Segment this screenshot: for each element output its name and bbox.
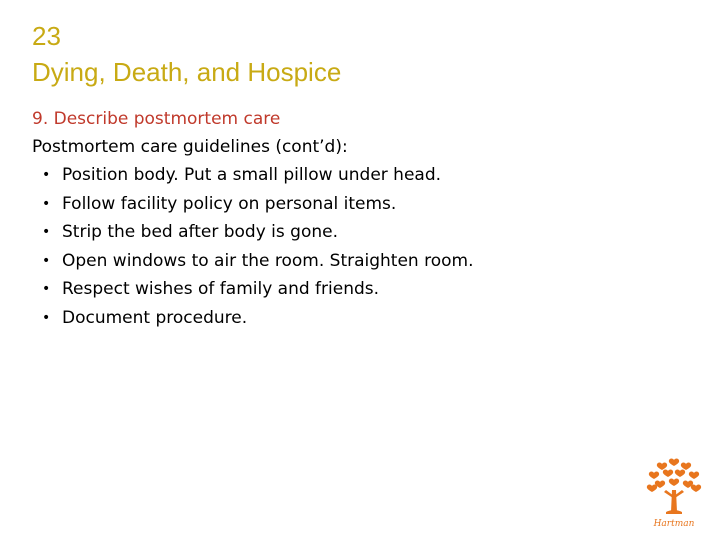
intro-text: Postmortem care guidelines (cont’d):	[32, 137, 348, 157]
bullet-item	[32, 218, 692, 247]
bullet-icon: •	[42, 309, 51, 326]
slide-content	[32, 105, 692, 332]
bullet-text: Position body. Put a small pillow under head.	[62, 165, 442, 185]
logo-wordmark: Hartman	[653, 519, 695, 529]
bullet-icon: •	[42, 224, 51, 240]
bullet-item	[32, 247, 692, 276]
bullet-text: Strip the bed after body is gone.	[62, 222, 338, 242]
bullet-item	[32, 275, 692, 304]
chapter-title: Dying, Death, and Hospice	[32, 57, 342, 87]
section-heading: 9. Describe postmortem care	[32, 109, 281, 129]
hartman-logo	[642, 456, 706, 530]
bullet-icon: •	[42, 195, 51, 212]
bullet-icon: •	[42, 167, 51, 183]
bullet-text: Document procedure.	[62, 307, 248, 328]
tree-of-hearts-icon	[642, 456, 706, 530]
bullet-icon: •	[42, 252, 51, 269]
bullet-text: Open windows to air the room. Straighten room.	[62, 250, 474, 271]
bullet-list	[32, 161, 692, 332]
slide-title	[32, 18, 341, 90]
bullet-item	[32, 161, 692, 190]
bullet-icon: •	[42, 281, 51, 297]
bullet-item	[32, 304, 692, 333]
chapter-number: 23	[32, 21, 61, 51]
bullet-text: Follow facility policy on personal items.	[62, 193, 397, 214]
bullet-text: Respect wishes of family and friends.	[62, 279, 380, 299]
bullet-item	[32, 190, 692, 219]
